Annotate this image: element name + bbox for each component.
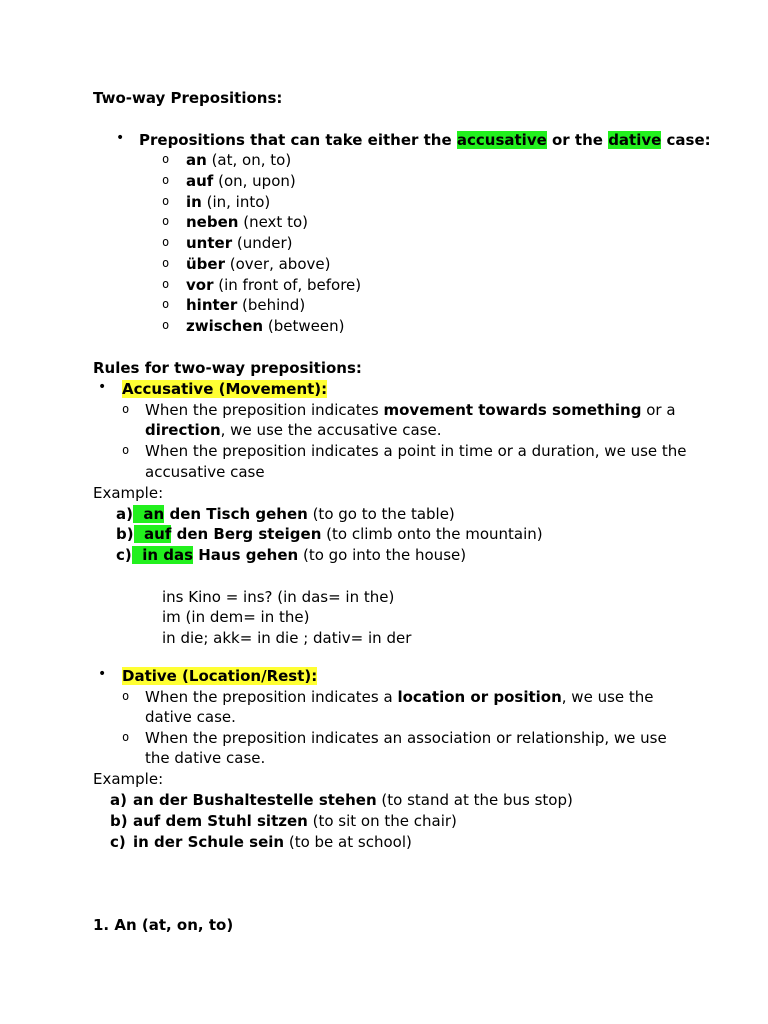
accusative-rule1-line2: direction, we use the accusative case. [145,421,442,439]
accusative-heading: Accusative (Movement): [122,380,328,398]
dative-rule2-line1: When the preposition indicates an association or relationship, we use [145,729,667,747]
preposition-item: zwischen (between) [186,317,345,335]
example-item: c) in das Haus gehen (to go into the house) [116,546,467,564]
example-label: Example: [93,770,164,788]
preposition-item: in (in, into) [186,193,271,211]
sub-bullet: o [162,214,170,228]
sub-bullet: o [162,318,170,332]
preposition-item: an (at, on, to) [186,151,292,169]
dative-rule2-line2: the dative case. [145,749,266,767]
sub-bullet: o [162,152,170,166]
example-item: in der Schule sein (to be at school) [133,833,412,851]
sub-bullet: o [162,194,170,208]
sub-bullet: o [162,297,170,311]
sub-bullet: o [162,277,170,291]
accusative-rule1-line1: When the preposition indicates movement towards something or a [145,401,676,419]
example-letter: a) [110,791,127,809]
bullet: • [98,666,107,682]
example-item: b) auf den Berg steigen (to climb onto the mountain) [116,525,543,543]
preposition-item: vor (in front of, before) [186,276,362,294]
sub-bullet: o [122,402,130,416]
bullet: • [98,379,107,395]
example-letter: c) [110,833,126,851]
bullet: • [116,130,125,146]
preposition-item: neben (next to) [186,213,308,231]
sub-bullet: o [162,256,170,270]
section-heading: 1. An (at, on, to) [93,916,234,934]
sub-bullet: o [162,173,170,187]
preposition-item: unter (under) [186,234,293,252]
sub-bullet: o [162,235,170,249]
example-item: an der Bushaltestelle stehen (to stand at the bus stop) [133,791,573,809]
preposition-item: hinter (behind) [186,296,306,314]
dative-heading: Dative (Location/Rest): [122,667,318,685]
sub-bullet: o [122,443,130,457]
rules-heading: Rules for two-way prepositions: [93,359,362,377]
example-item: a) an den Tisch gehen (to go to the table) [116,505,455,523]
example-label: Example: [93,484,164,502]
preposition-item: auf (on, upon) [186,172,296,190]
example-letter: b) [110,812,128,830]
dative-rule1-line2: dative case. [145,708,236,726]
intro-line: Prepositions that can take either the accusative or the dative case: [139,131,711,149]
sub-bullet: o [122,730,130,744]
preposition-item: über (over, above) [186,255,331,273]
dative-rule1-line1: When the preposition indicates a location or position, we use the [145,688,654,706]
note-line: in die; akk= in die ; dativ= in der [162,629,412,647]
note-line: im (in dem= in the) [162,608,310,626]
accusative-rule2-line1: When the preposition indicates a point in time or a duration, we use the [145,442,687,460]
sub-bullet: o [122,689,130,703]
example-item: auf dem Stuhl sitzen (to sit on the chair) [133,812,457,830]
note-line: ins Kino = ins? (in das= in the) [162,588,395,606]
document-title: Two-way Prepositions: [93,89,283,107]
accusative-rule2-line2: accusative case [145,463,265,481]
